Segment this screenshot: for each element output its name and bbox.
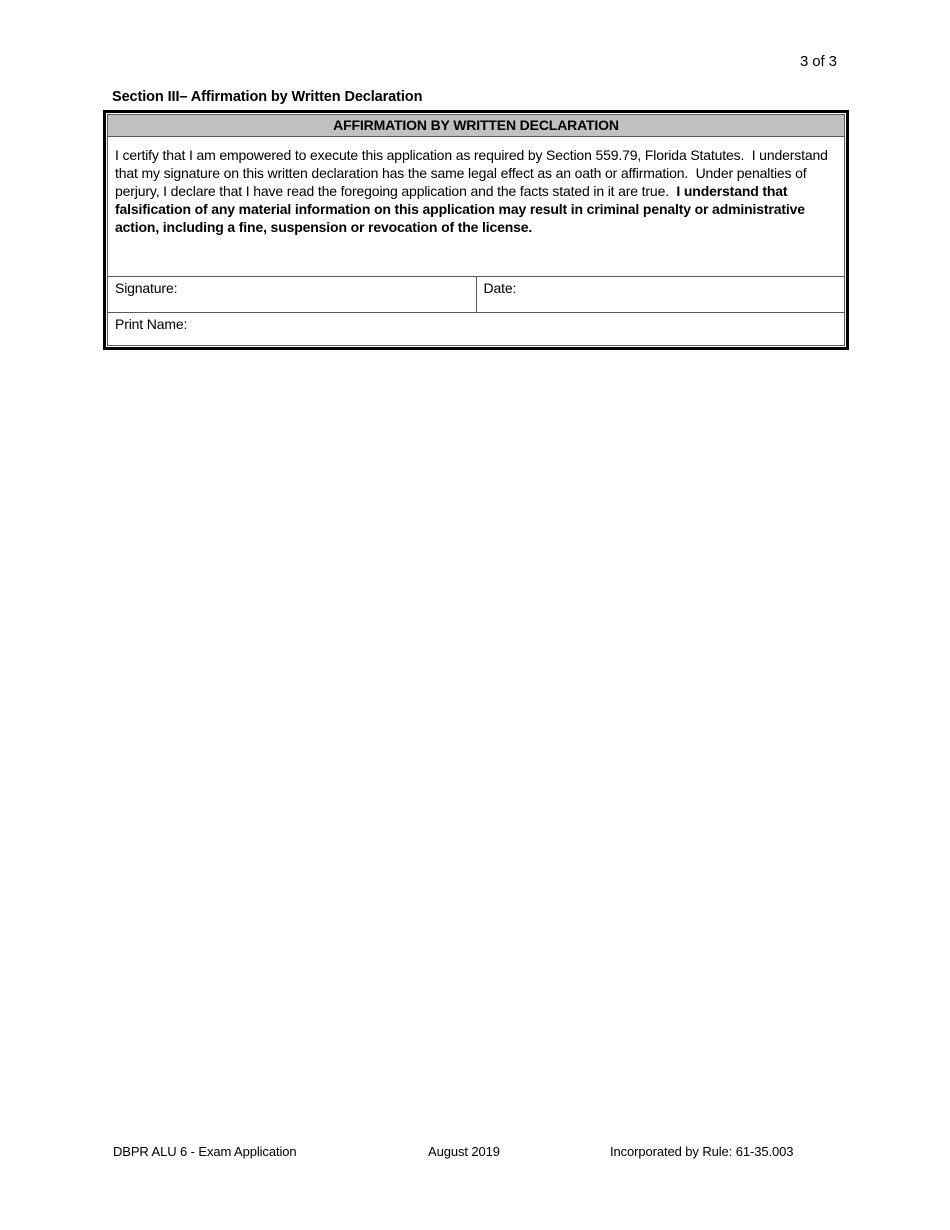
declaration-text-normal: I certify that I am empowered to execute this application as required by Section 559.79, Florida Statutes. I understand that my signature on this written declaration has the same legal effect as an oath or affirmation. Under penalties of perjury, I declare that I have read the foregoing application and the facts stated in it are true. <box>115 147 832 199</box>
declaration-text-bold: I understand that falsification of any material information on this application may result in criminal penalty or administrative action, including a fine, suspension or revocation of the license. <box>115 183 809 235</box>
section-heading: Section III– Affirmation by Written Declaration <box>112 89 423 105</box>
table-header-row <box>108 115 845 137</box>
print-name-cell <box>108 313 845 346</box>
date-label: Date: <box>483 280 517 296</box>
signature-date-row <box>108 277 845 313</box>
footer-revision-date: August 2019 <box>428 1144 500 1159</box>
declaration-paragraph-cell <box>108 137 845 277</box>
signature-label: Signature: <box>115 280 178 296</box>
page-number: 3 of 3 <box>800 53 837 70</box>
footer-form-id: DBPR ALU 6 - Exam Application <box>113 1144 297 1159</box>
print-name-input-area[interactable] <box>115 332 838 344</box>
affirmation-declaration-box <box>103 110 849 350</box>
affirmation-table <box>107 114 845 346</box>
print-name-label: Print Name: <box>115 316 188 332</box>
date-input-area[interactable] <box>484 296 839 308</box>
affirmation-header: AFFIRMATION BY WRITTEN DECLARATION <box>108 115 845 137</box>
print-name-row <box>108 313 845 346</box>
signature-cell <box>108 277 477 313</box>
date-cell <box>476 277 845 313</box>
signature-input-area[interactable] <box>115 296 470 308</box>
footer-rule-reference: Incorporated by Rule: 61-35.003 <box>610 1144 794 1159</box>
declaration-row <box>108 137 845 277</box>
